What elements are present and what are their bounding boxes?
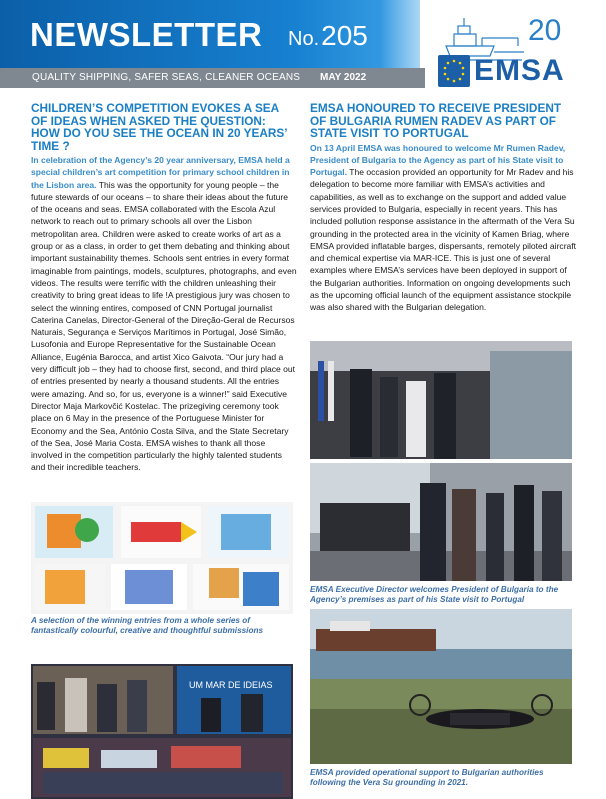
drone-caption: EMSA provided operational support to Bulgarian authorities following the Vera Su grounding in 2021. bbox=[310, 768, 544, 787]
left-article bbox=[31, 102, 297, 474]
greeting-photo-scene bbox=[310, 463, 572, 581]
vera-su-drone-photo bbox=[310, 609, 572, 764]
issue-number bbox=[288, 20, 368, 52]
prizegiving-ceremony-collage bbox=[31, 664, 293, 799]
winning-entries-caption: A selection of the winning entries from a whole series of fantastically colourful, creative and thoughtful submissions bbox=[31, 616, 264, 635]
left-article-lead: In celebration of the Agency’s 20 year anniversary, EMSA held a special children’s art competition for primary school children in the Lisbon area. bbox=[31, 155, 290, 190]
logo-text: EMSA bbox=[474, 54, 565, 87]
right-article-lead: On 13 April EMSA was honoured to welcome Mr Rumen Radev, President of Bulgaria to the Agency as part of his State visit to Portugal. bbox=[310, 142, 566, 178]
newsletter-banner bbox=[0, 0, 606, 90]
winning-entries-collage bbox=[31, 502, 293, 614]
president-visit-caption: EMSA Executive Director welcomes President of Bulgaria to the Agency’s premises as part of his State visit to Portugal bbox=[310, 585, 559, 604]
newsletter-title: NEWSLETTER bbox=[30, 16, 263, 53]
right-article bbox=[310, 102, 580, 314]
prizegiving-ceremony-photo bbox=[31, 664, 293, 799]
right-article-body bbox=[310, 142, 580, 314]
tagline: QUALITY SHIPPING, SAFER SEAS, CLEANER OCEANS bbox=[32, 72, 301, 83]
issue-prefix: No. bbox=[288, 28, 320, 50]
issue-date: MAY 2022 bbox=[320, 72, 367, 83]
president-greeting-photo bbox=[310, 463, 572, 581]
president-visit-meeting-photo bbox=[310, 341, 572, 459]
ceremony-sign-text: UM MAR DE IDEIAS bbox=[189, 680, 273, 690]
winning-entries-photo bbox=[31, 502, 293, 614]
meeting-photo-scene bbox=[310, 341, 572, 459]
issue-number-value: 205 bbox=[321, 20, 368, 51]
left-article-body bbox=[31, 154, 297, 474]
right-article-text: The occasion provided an opportunity for Mr Radev and his delegation to become more familiar with EMSA’s activities and capabilities, as well as to exchange on the support and added value services provided to Bulgaria, especially in recent years. This has included pollution response assistance in the aftermath of the Vera Su grounding in the protected area in the vicinity of Kamen Briag, where EMSA provided inflatable barges, dispersants, remotely piloted aircraft and chemical expertise via MAR-ICE. This is just one of several examples where EMSA’s services have been deployed in support of the Bulgarian authorities. Information on ongoing developments such as the upcoming official launch of the equipment assistance stockpile was also shared with the Bulgarian delegation. bbox=[310, 167, 577, 313]
drone-photo-scene bbox=[310, 609, 572, 764]
left-article-text: This was the opportunity for young people – the future stewards of our oceans – to share their ideas about the future of the oceans and seas. EMSA collaborated with the Escola Azul network to reach out to primary schools all over the Lisbon metropolitan area. Children were asked to create works of art as a group or as a class, in order to get them debating and thinking about important sustainability themes. Schools sent entries in every format imaginable from paintings, models, sculptures, photographs, and even videos. The results were terrific with the children unleashing their creativity to bring great ideas to life !A prestigious jury was chosen to select the winning entires, composed of CNN Portugal journalist Caterina Canelas, Director-General of the Direção-Geral de Recursos Naturais, Segurança e Serviços Marítimos in Portugal, José Simão, Lusofonia and Europe Representative for the Sustainable Ocean Alliance, Eugénia Barocca, and artist Xico Gaivota. “Our jury had a very difficult job – they had to choose first, second, and third place out of entries presented by nearly a thousand students. All the entries were amazing. And so, for us, everyone is a winner!” said Executive Director Maja Markovčić Kostelac. The prizegiving ceremony took place on 6 May in the presence of the Portuguese Minister for Economy and the Sea, António Costa Silva, and the State Secretary of the Sea, José Maria Costa. EMSA wishes to thank all those involved in the competition particularly the highly talented students and their incredible teachers. bbox=[31, 179, 297, 473]
left-article-headline: CHILDREN’S COMPETITION EVOKES A SEA OF IDEAS WHEN ASKED THE QUESTION: HOW DO YOU SEE THE OCEAN IN 20 YEARS’ TIME ? bbox=[31, 101, 287, 153]
logo-anniversary-number: 20 bbox=[528, 14, 562, 47]
right-article-headline: EMSA HONOURED TO RECEIVE PRESIDENT OF BULGARIA RUMEN RADEV AS PART OF STATE VISIT TO PORTUGAL bbox=[310, 101, 562, 140]
